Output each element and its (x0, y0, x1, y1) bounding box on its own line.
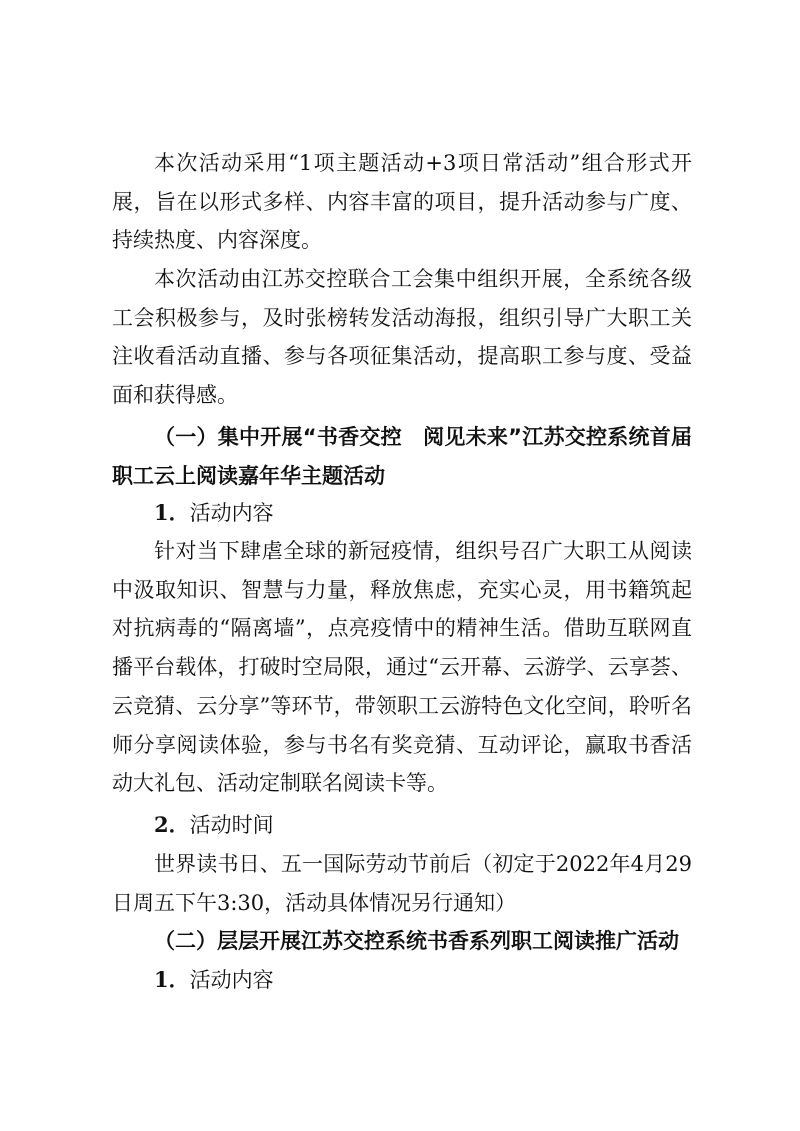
section-1-item-1-title (154, 494, 274, 533)
item-number: 1． (154, 967, 190, 992)
section-2-item-1-title (154, 961, 274, 1000)
item-number: 2． (154, 812, 190, 837)
section-2-heading: （二）层层开展江苏交控系统书香系列职工阅读推广活动 (154, 929, 679, 953)
paragraph-organization: 本次活动由江苏交控联合工会集中组织开展，全系统各级工会积极参与，及时张榜转发活动海报，组织引导广大职工关注收看活动直播、参与各项征集活动，提高职工参与度、受益面和获得感。 (112, 267, 692, 408)
section-1-item-2-title (154, 806, 274, 845)
item-number: 1． (154, 500, 190, 525)
section-1-item-1-content: 针对当下肆虐全球的新冠疫情，组织号召广大职工从阅读中汲取知识、智慧与力量，释放焦虑，充实心灵，用书籍筑起对抗病毒的“隔离墙”，点亮疫情中的精神生活。借助互联网直播平台载体，打破时空局限，通过“云开幕、云游学、云享荟、云竞猜、云分享”等环节，带领职工云游特色文化空间，聆听名师分享阅读体验，参与书名有奖竞猜、互动评论，赢取书香活动大礼包、活动定制联名阅读卡等。 (112, 539, 692, 796)
section-1-heading: （一）集中开展“书香交控 阅见未来”江苏交控系统首届职工云上阅读嘉年华主题活动 (112, 425, 692, 488)
section-1-item-2-content: 世界读书日、五一国际劳动节前后（初定于2022年4月29日周五下午3:30，活动具体情况另行通知） (112, 852, 692, 915)
item-title: 活动内容 (189, 501, 274, 525)
paragraph-activity-format: 本次活动采用“1项主题活动+3项日常活动”组合形式开展，旨在以形式多样、内容丰富的项目，提升活动参与广度、持续热度、内容深度。 (112, 151, 692, 253)
item-title: 活动内容 (189, 968, 274, 992)
item-title: 活动时间 (189, 813, 274, 837)
